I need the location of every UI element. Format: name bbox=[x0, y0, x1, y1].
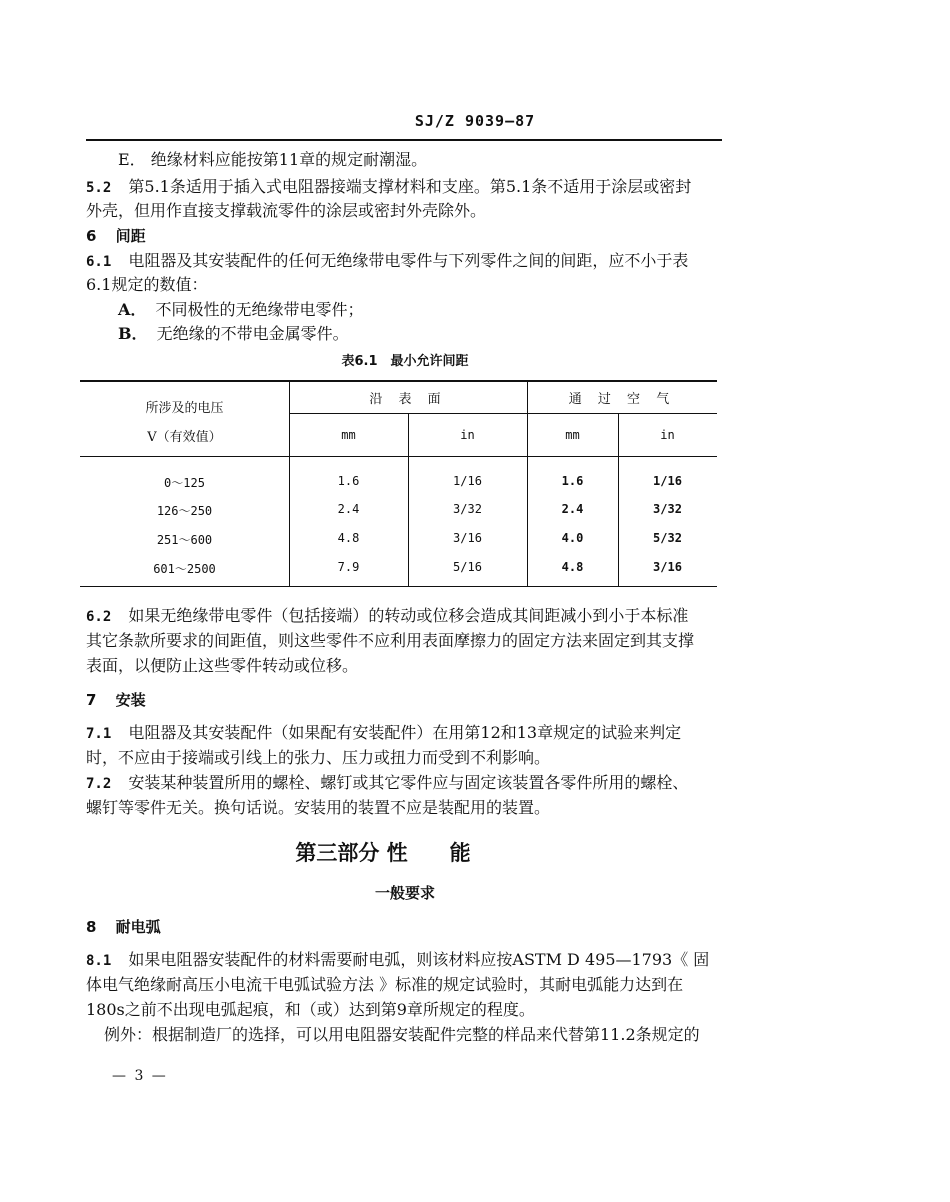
general-requirements-heading: 一般要求 bbox=[374, 884, 435, 902]
section-6-heading bbox=[86, 224, 146, 248]
exception-note: 例外：根据制造厂的选择，可以用电阻器安装配件完整的样品来代替第11.2条规定的 bbox=[104, 1025, 700, 1044]
clause-7-1-text-1: 电阻器及其安装配件（如果配有安装配件）在用第12和13章规定的试验来判定 bbox=[128, 723, 682, 742]
clause-6-2-text-1: 如果无绝缘带电零件（包括接端）的转动或位移会造成其间距减小到小于本标准 bbox=[128, 606, 689, 625]
section-6-title: 间距 bbox=[115, 227, 146, 245]
clause-7-1-number: 7.1 bbox=[86, 726, 112, 742]
row-4-voltage: 601～2500 bbox=[153, 562, 216, 576]
row-2-surface-mm: 2.4 bbox=[337, 502, 360, 516]
section-7-number: 7 bbox=[86, 691, 97, 709]
row-2-surface-in: 3/32 bbox=[453, 502, 482, 516]
row-2-air-mm: 2.4 bbox=[561, 502, 584, 516]
row-3-air-in: 5/32 bbox=[653, 531, 682, 545]
section-7-heading bbox=[86, 688, 146, 712]
clause-7-1-line1 bbox=[86, 721, 681, 746]
row-1-surface-in: 1/16 bbox=[453, 474, 482, 488]
clause-7-2-line2: 螺钉等零件无关。换句话说。安装用的装置不应是装配用的装置。 bbox=[86, 798, 551, 817]
clause-6-2-line2: 其它条款所要求的间距值，则这些零件不应利用表面摩擦力的固定方法来固定到其支撑 bbox=[86, 631, 695, 650]
row-4-air-in: 3/16 bbox=[653, 560, 682, 574]
clause-6-2-line3: 表面，以便防止这些零件转动或位移。 bbox=[86, 656, 359, 675]
table-header-rule bbox=[80, 456, 717, 457]
header-unit-in-surface: in bbox=[460, 428, 475, 442]
row-4-surface-in: 5/16 bbox=[453, 560, 482, 574]
section-8-number: 8 bbox=[86, 918, 97, 936]
row-3-surface-in: 3/16 bbox=[453, 531, 482, 545]
header-rule bbox=[86, 139, 722, 141]
clause-7-1-line2: 时，不应由于接端或引线上的张力、压力或扭力而受到不利影响。 bbox=[86, 748, 551, 767]
item-b-label: B． bbox=[118, 324, 148, 343]
header-group-air: 通 过 空 气 bbox=[568, 392, 676, 407]
table-top-rule bbox=[80, 380, 717, 382]
item-a bbox=[118, 298, 364, 322]
row-1-voltage: 0～125 bbox=[164, 476, 205, 490]
clause-7-2-text-1: 安装某种装置所用的螺栓、螺钉或其它零件应与固定该装置各零件所用的螺栓、 bbox=[128, 773, 689, 792]
header-unit-in-air: in bbox=[660, 428, 675, 442]
header-voltage-label-1: 所涉及的电压 bbox=[145, 401, 224, 416]
clause-8-1-line3: 180s之前不出现电弧起痕，和（或）达到第9章所规定的程度。 bbox=[86, 1000, 535, 1019]
clause-5-2-number: 5.2 bbox=[86, 180, 112, 196]
row-2-voltage: 126～250 bbox=[156, 504, 213, 518]
table-caption: 表6.1 最小允许间距 bbox=[341, 354, 469, 369]
clause-6-1-line1 bbox=[86, 249, 688, 274]
section-8-heading bbox=[86, 915, 161, 939]
row-2-air-in: 3/32 bbox=[653, 502, 682, 516]
clause-5-2-line1 bbox=[86, 175, 691, 200]
header-voltage-label-2: V（有效值） bbox=[147, 430, 222, 445]
page-number: — 3 — bbox=[112, 1068, 168, 1084]
section-6-number: 6 bbox=[86, 227, 97, 245]
table-bottom-rule bbox=[80, 586, 717, 587]
clause-6-2-line1 bbox=[86, 604, 688, 629]
row-3-surface-mm: 4.8 bbox=[337, 531, 360, 545]
clause-7-2-number: 7.2 bbox=[86, 776, 112, 792]
header-group-surface: 沿 表 面 bbox=[369, 392, 447, 407]
row-4-surface-mm: 7.9 bbox=[337, 560, 360, 574]
clause-8-1-line2: 体电气绝缘耐高压小电流干电弧试验方法 》标准的规定试验时，其耐电弧能力达到在 bbox=[86, 975, 684, 994]
item-e: E． 绝缘材料应能按第11章的规定耐潮湿。 bbox=[118, 150, 428, 169]
item-b bbox=[118, 322, 349, 346]
row-3-voltage: 251～600 bbox=[156, 533, 213, 547]
header-unit-mm-air: mm bbox=[565, 428, 580, 442]
clause-6-1-number: 6.1 bbox=[86, 254, 112, 270]
clause-7-2-line1 bbox=[86, 771, 688, 796]
row-1-surface-mm: 1.6 bbox=[337, 474, 360, 488]
clause-8-1-number: 8.1 bbox=[86, 953, 112, 969]
item-a-text: 不同极性的无绝缘带电零件； bbox=[155, 300, 364, 319]
row-3-air-mm: 4.0 bbox=[561, 531, 584, 545]
clause-6-1-line2: 6.1规定的数值： bbox=[86, 275, 208, 294]
clause-6-2-number: 6.2 bbox=[86, 609, 112, 625]
part-three-title: 第三部分 性 能 bbox=[295, 841, 471, 865]
section-7-title: 安装 bbox=[115, 691, 146, 709]
item-b-text: 无绝缘的不带电金属零件。 bbox=[156, 324, 349, 343]
clause-6-1-text-1: 电阻器及其安装配件的任何无绝缘带电零件与下列零件之间的间距，应不小于表 bbox=[128, 251, 689, 270]
row-4-air-mm: 4.8 bbox=[561, 560, 584, 574]
section-8-title: 耐电弧 bbox=[115, 918, 161, 936]
clause-5-2-text-1: 第5.1条适用于插入式电阻器接端支撑材料和支座。第5.1条不适用于涂层或密封 bbox=[128, 177, 692, 196]
table-group-rule bbox=[289, 413, 717, 414]
row-1-air-in: 1/16 bbox=[653, 474, 682, 488]
clause-5-2-line2: 外壳，但用作直接支撑载流零件的涂层或密封外壳除外。 bbox=[86, 201, 487, 220]
clause-8-1-line1 bbox=[86, 948, 709, 973]
row-1-air-mm: 1.6 bbox=[561, 474, 584, 488]
item-a-label: A． bbox=[118, 300, 147, 319]
clause-8-1-text-1: 如果电阻器安装配件的材料需要耐电弧，则该材料应按ASTM D 495—1793《 固 bbox=[128, 950, 710, 969]
header-unit-mm-surface: mm bbox=[341, 428, 356, 442]
document-code: SJ/Z 9039—87 bbox=[414, 112, 536, 130]
